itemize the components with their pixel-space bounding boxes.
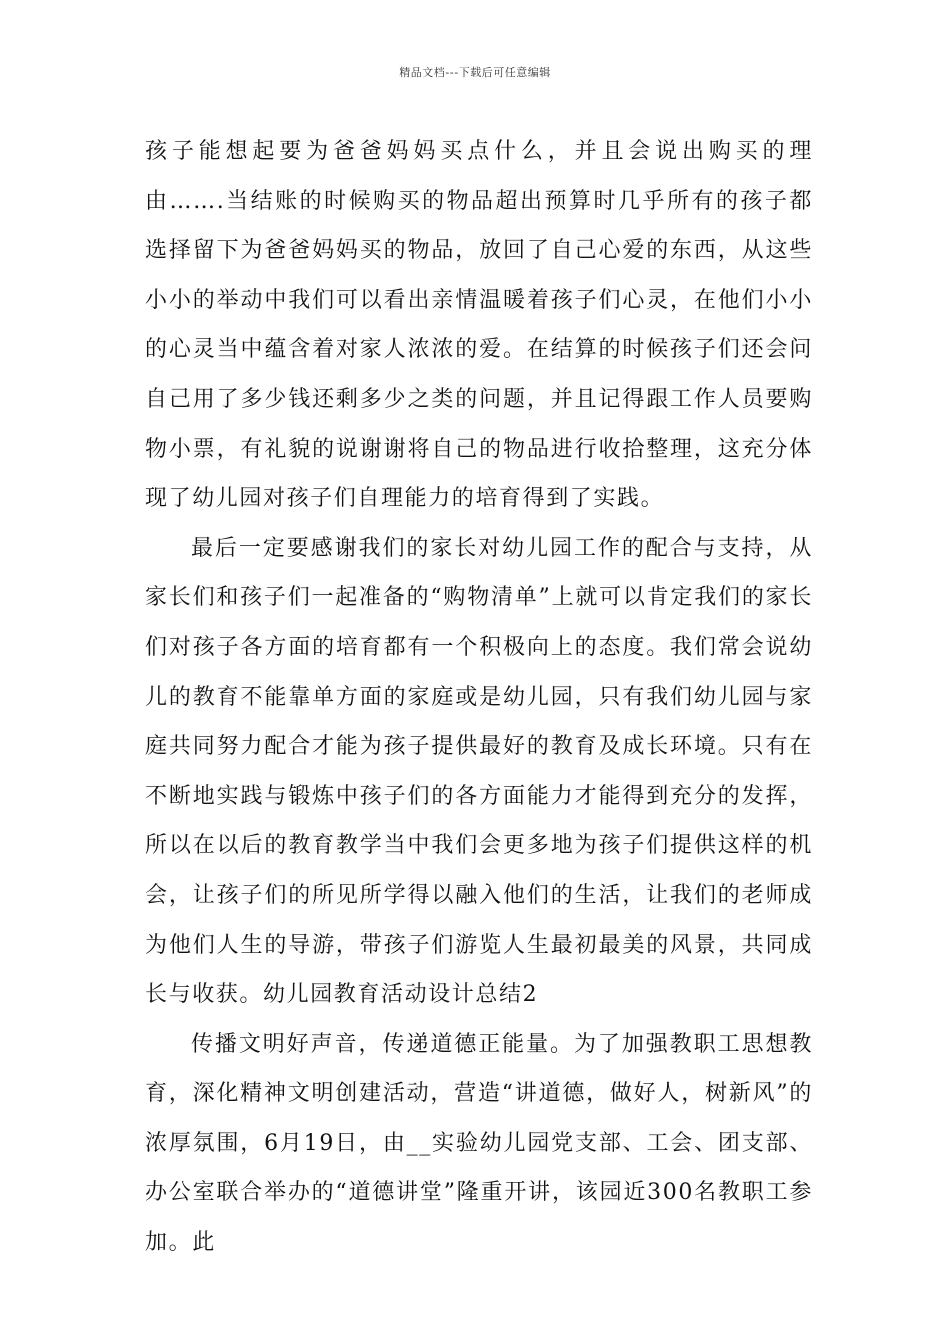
paragraph-2: 最后一定要感谢我们的家长对幼儿园工作的配合与支持，从家长们和孩子们一起准备的“购物清单”上就可以肯定我们的家长们对孩子各方面的培育都有一个积极向上的态度。我们常会说幼儿的教育不能靠单方面的家庭或是幼儿园，只有我们幼儿园与家庭共同努力配合才能为孩子提供最好的教育及成长环境。只有在不断地实践与锻炼中孩子们的各方面能力才能得到充分的发挥，所以在以后的教育教学当中我们会更多地为孩子们提供这样的机会，让孩子们的所见所学得以融入他们的生活，让我们的老师成为他们人生的导游，带孩子们游览人生最初最美的风景，共同成长与收获。幼儿园教育活动设计总结2 <box>145 535 813 1008</box>
paragraph-3: 传播文明好声音，传递道德正能量。为了加强教职工思想教育，深化精神文明创建活动，营造“讲道德，做好人，树新风”的浓厚氛围，6月19日，由__实验幼儿园党支部、工会、团支部、办公室联合举办的“道德讲堂”隆重开讲，该园近300名教职工参加。此 <box>145 1031 813 1256</box>
paragraph-1: 孩子能想起要为爸爸妈妈买点什么，并且会说出购买的理由…….当结账的时候购买的物品超出预算时几乎所有的孩子都选择留下为爸爸妈妈买的物品，放回了自己心爱的东西，从这些小小的举动中我们可以看出亲情温暖着孩子们心灵，在他们小小的心灵当中蕴含着对家人浓浓的爱。在结算的时候孩子们还会问自己用了多少钱还剩多少之类的问题，并且记得跟工作人员要购物小票，有礼貌的说谢谢将自己的物品进行收拾整理，这充分体现了幼儿园对孩子们自理能力的培育得到了实践。 <box>145 139 813 512</box>
document-body <box>145 127 813 1268</box>
page-header: 精品文档---下载后可任意编辑 <box>399 66 551 79</box>
